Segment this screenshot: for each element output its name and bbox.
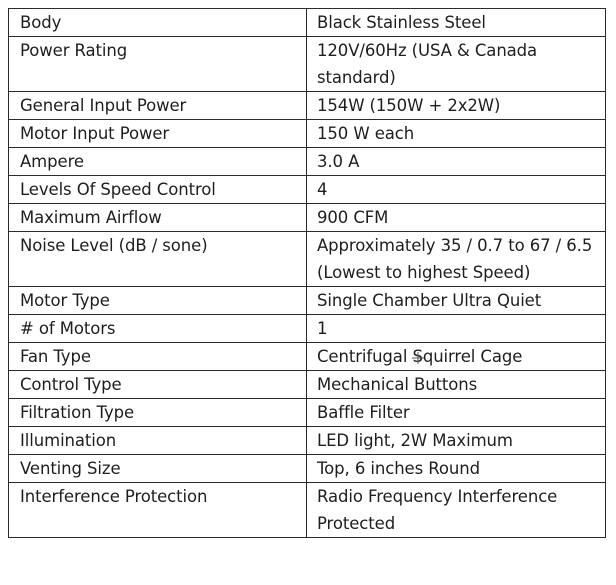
table-row	[9, 120, 606, 148]
spec-value-motor-input-power: 150 W each	[307, 120, 606, 148]
spec-value-control-type: Mechanical Buttons	[307, 371, 606, 399]
spec-label-ampere: Ampere	[9, 148, 307, 176]
spec-value-illumination: LED light, 2W Maximum	[307, 427, 606, 455]
table-row	[9, 427, 606, 455]
table-row	[9, 176, 606, 204]
table-row	[9, 287, 606, 315]
spec-label-power-rating: Power Rating	[9, 37, 307, 92]
spec-value-body: Black Stainless Steel	[307, 9, 606, 37]
table-row	[9, 37, 606, 92]
table-row	[9, 371, 606, 399]
spec-value-number-of-motors: 1	[307, 315, 606, 343]
spec-value-venting-size: Top, 6 inches Round	[307, 455, 606, 483]
spec-label-number-of-motors: # of Motors	[9, 315, 307, 343]
spec-label-motor-input-power: Motor Input Power	[9, 120, 307, 148]
spec-value-fan-type: Centrifugal Squirrel Cage	[307, 343, 606, 371]
table-row	[9, 343, 606, 371]
spec-label-noise-level: Noise Level (dB / sone)	[9, 232, 307, 287]
spec-value-ampere: 3.0 A	[307, 148, 606, 176]
table-row	[9, 232, 606, 287]
table-row	[9, 315, 606, 343]
spec-label-filtration-type: Filtration Type	[9, 399, 307, 427]
table-row	[9, 92, 606, 120]
spec-label-motor-type: Motor Type	[9, 287, 307, 315]
spec-label-maximum-airflow: Maximum Airflow	[9, 204, 307, 232]
spec-value-power-rating: 120V/60Hz (USA & Canada standard)	[307, 37, 606, 92]
spec-value-speed-levels: 4	[307, 176, 606, 204]
spec-label-illumination: Illumination	[9, 427, 307, 455]
spec-label-body: Body	[9, 9, 307, 37]
spec-value-filtration-type: Baffle Filter	[307, 399, 606, 427]
spec-value-motor-type: Single Chamber Ultra Quiet	[307, 287, 606, 315]
table-row	[9, 483, 606, 538]
spec-value-general-input-power: 154W (150W + 2x2W)	[307, 92, 606, 120]
spec-label-general-input-power: General Input Power	[9, 92, 307, 120]
specifications-table	[8, 8, 606, 538]
table-row	[9, 455, 606, 483]
spec-label-fan-type: Fan Type	[9, 343, 307, 371]
table-row	[9, 399, 606, 427]
spec-label-venting-size: Venting Size	[9, 455, 307, 483]
table-row	[9, 148, 606, 176]
table-row	[9, 9, 606, 37]
spec-label-speed-levels: Levels Of Speed Control	[9, 176, 307, 204]
table-row	[9, 204, 606, 232]
spec-label-control-type: Control Type	[9, 371, 307, 399]
spec-label-interference-protection: Interference Protection	[9, 483, 307, 538]
crosshair-cursor-icon	[411, 351, 425, 365]
spec-value-noise-level: Approximately 35 / 0.7 to 67 / 6.5 (Lowest to highest Speed)	[307, 232, 606, 287]
spec-value-maximum-airflow: 900 CFM	[307, 204, 606, 232]
spec-value-interference-protection: Radio Frequency Interference Protected	[307, 483, 606, 538]
